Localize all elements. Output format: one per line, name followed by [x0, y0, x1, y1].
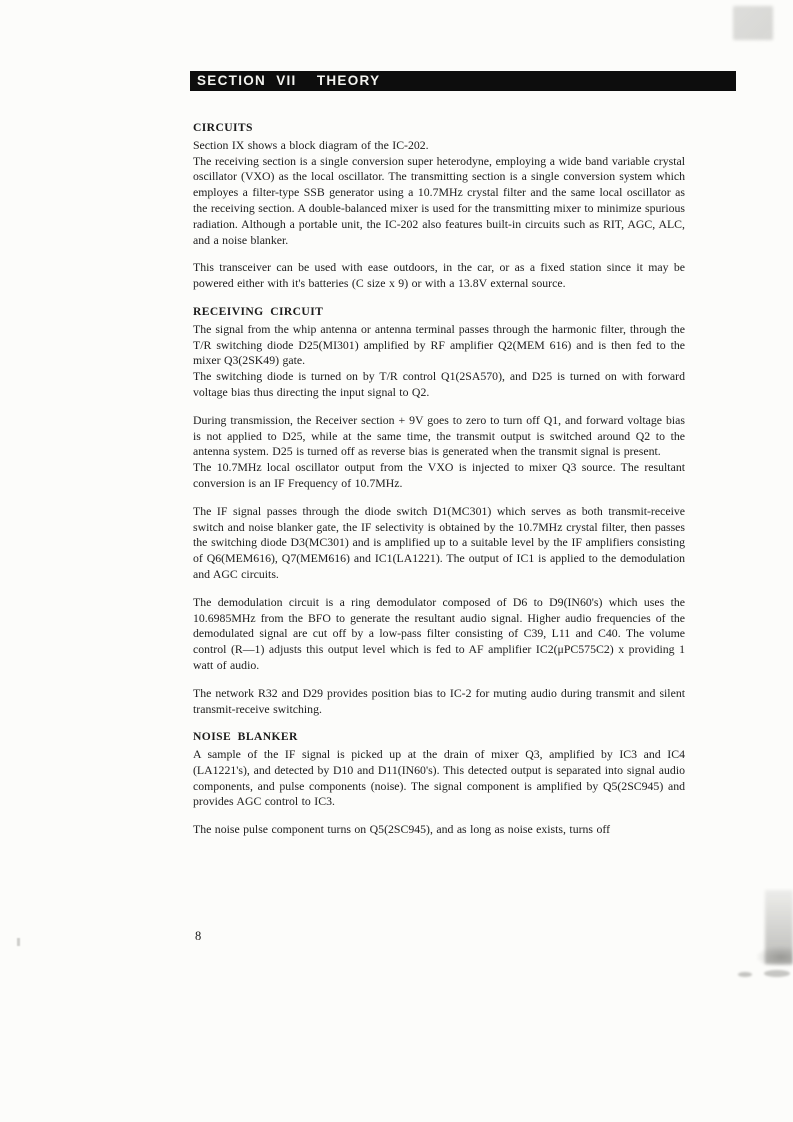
paragraph: The receiving section is a single conversion super heterodyne, employing a wide band variable crystal oscillator (VXO) as the local oscillator. The transmitting section is a single conversion system which employes a filter-type SSB generator using a 10.7MHz crystal filter and the same local oscillator as the receiving section. A double-balanced mixer is used for the transmitting mixer to minimize spurious radiation. Although a portable unit, the IC-202 also features built-in circuits such as RIT, AGC, ALC, and a noise blanker. — [193, 153, 685, 247]
paragraph: Section IX shows a block diagram of the IC-202. — [193, 137, 429, 152]
paragraph: This transceiver can be used with ease outdoors, in the car, or as a fixed station since it may be powered either with it's batteries (C size x 9) or with a 13.8V external source. — [193, 260, 685, 291]
scan-artifact-bottom-mark-1 — [738, 972, 752, 977]
paragraph-group — [193, 504, 685, 583]
section-header-bar — [190, 71, 736, 91]
paragraph: The signal from the whip antenna or antenna terminal passes through the harmonic filter, through the T/R switching diode D25(MI301) amplified by RF amplifier Q2(MEM 616) and is then fed to the mixer Q3(2SK49) gate. — [193, 321, 685, 368]
paragraph: The switching diode is turned on by T/R control Q1(2SA570), and D25 is turned on with forward voltage bias thus directing the input signal to Q2. — [193, 369, 685, 399]
paragraph-group — [193, 747, 685, 810]
scan-artifact-right-edge — [765, 890, 793, 964]
paragraph: The IF signal passes through the diode switch D1(MC301) which serves as both transmit-receive switch and noise blanker gate, the IF selectivity is obtained by the 10.7MHz crystal filter, then passes the switching diode D3(MC301) and is amplified up to a suitable level by the IF amplifiers consisting of Q6(MEM616), Q7(MEM616) and IC1(LA1221). The output of IC1 is applied to the demodulation and AGC circuits. — [193, 503, 685, 581]
scan-artifact-left-mark — [17, 938, 20, 946]
paragraph-group — [193, 413, 685, 492]
document-body — [193, 120, 685, 850]
scan-artifact-right-corner — [756, 946, 792, 966]
paragraph: A sample of the IF signal is picked up at the drain of mixer Q3, amplified by IC3 and IC4 (LA1221's), and detected by D10 and D11(IN60's). This detected output is separated into signal audio components, and pulse components (noise). The signal component is amplified by Q5(2SC945) and provides AGC control to IC3. — [193, 747, 685, 809]
section-noise-blanker — [193, 729, 685, 838]
paragraph: The 10.7MHz local oscillator output from the VXO is injected to mixer Q3 source. The resultant conversion is an IF Frequency of 10.7MHz. — [193, 460, 685, 490]
paragraph: The noise pulse component turns on Q5(2SC945), and as long as noise exists, turns off — [193, 822, 611, 837]
scan-artifact-top-right — [733, 6, 773, 40]
section-header-title: SECTION VII THEORY — [197, 73, 381, 88]
section-heading: CIRCUITS — [193, 121, 253, 134]
scan-artifact-bottom-mark-2 — [764, 970, 790, 977]
paragraph: The demodulation circuit is a ring demodulator composed of D6 to D9(IN60's) which uses the 10.6985MHz from the BFO to generate the resultant audio signal. Higher audio frequencies of the demodulated signal are cut off by a low-pass filter consisting of C39, L11 and C40. The volume control (R—1) adjusts this output level which is fed to AF amplifier IC2(μPC575C2) x providing 1 watt of audio. — [193, 594, 685, 672]
paragraph-group — [193, 686, 685, 718]
page-number: 8 — [195, 929, 202, 943]
paragraph-group — [193, 822, 685, 838]
paragraph-group — [193, 322, 685, 401]
section-heading: NOISE BLANKER — [193, 730, 298, 744]
paragraph-group — [193, 595, 685, 674]
section-receiving-circuit — [193, 304, 685, 717]
section-heading: RECEIVING CIRCUIT — [193, 304, 324, 318]
section-circuits — [193, 120, 685, 292]
paragraph-group — [193, 260, 685, 292]
paragraph: During transmission, the Receiver section + 9V goes to zero to turn off Q1, and forward voltage bias is not applied to D25, while at the same time, the transmit output is switched around Q2 to the antenna system. D25 is turned off as reverse bias is generated when the transmit signal is present. — [193, 412, 685, 459]
paragraph-group — [193, 138, 685, 249]
paragraph: The network R32 and D29 provides position bias to IC-2 for muting audio during transmit and silent transmit-receive switching. — [193, 685, 685, 716]
